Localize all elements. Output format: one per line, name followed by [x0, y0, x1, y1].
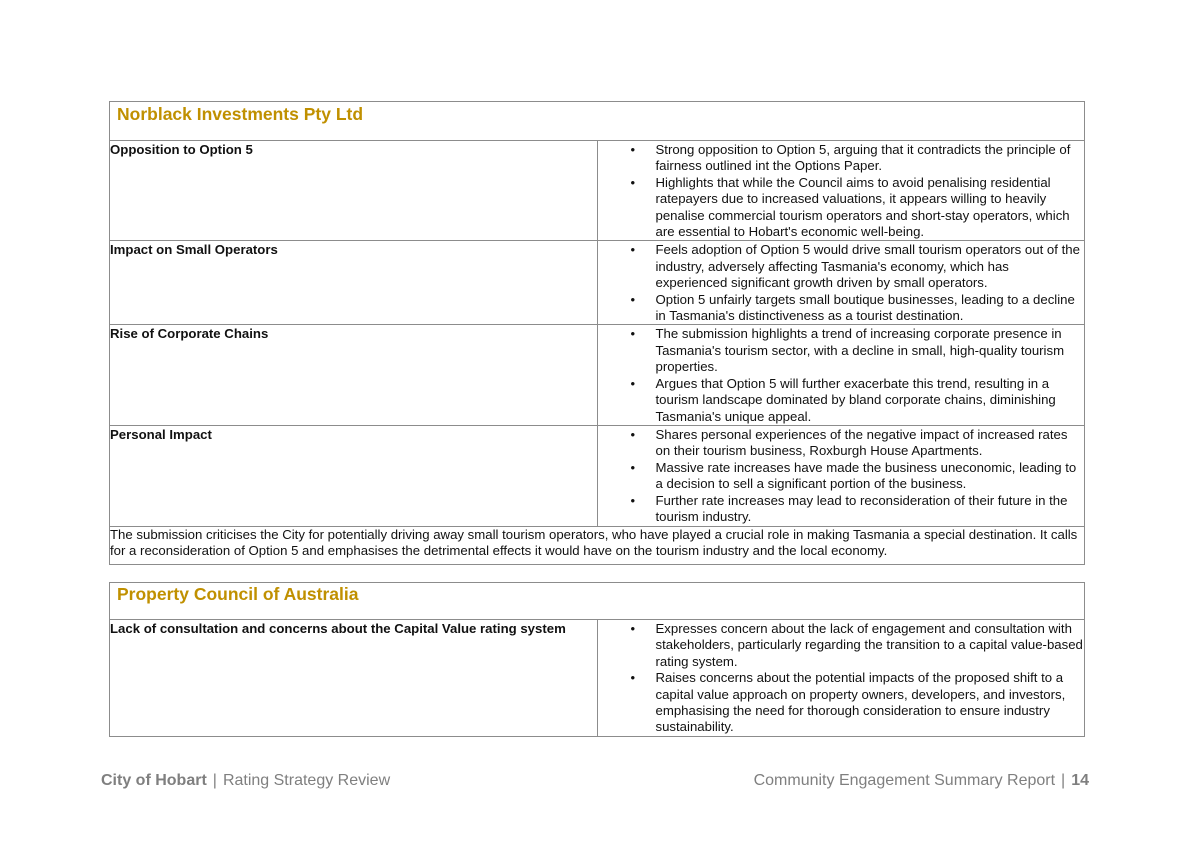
bullet-point: • Shares personal experiences of the negative impact of increased rates on their tourism business, Roxburgh House Apartments.	[656, 427, 1085, 460]
footer-right	[754, 771, 1089, 791]
topic-points	[597, 620, 1085, 737]
bullet-point: • The submission highlights a trend of increasing corporate presence in Tasmania's tourism sector, with a decline in small, high-quality tourism properties.	[656, 326, 1085, 375]
footer-organisation: City of Hobart	[101, 772, 207, 789]
topic-points	[597, 425, 1085, 526]
topic-points	[597, 141, 1085, 241]
topic-heading: Personal Impact	[110, 425, 598, 526]
footer-separator: |	[212, 772, 217, 789]
footer-left	[101, 771, 390, 791]
topic-points	[597, 241, 1085, 325]
page-number: 14	[1071, 772, 1089, 789]
submission-table-property-council	[109, 582, 1085, 737]
organisation-name: Norblack Investments Pty Ltd	[117, 104, 364, 124]
bullet-point: • Highlights that while the Council aims to avoid penalising residential ratepayers due to increased valuations, it appears willing to heavily penalise commercial tourism operators and short-stay operators, which are essential to Hobart's economic well-being.	[656, 175, 1085, 241]
table-row	[110, 425, 1085, 526]
bullet-point: • Massive rate increases have made the business uneconomic, leading to a decision to sell a significant portion of the business.	[656, 460, 1085, 493]
footer-separator: |	[1061, 772, 1066, 789]
bullet-point: • Option 5 unfairly targets small boutique businesses, leading to a decline in Tasmania's distinctiveness as a tourist destination.	[656, 292, 1085, 325]
topic-heading: Opposition to Option 5	[110, 141, 598, 241]
footer-report-title: Community Engagement Summary Report	[753, 772, 1056, 789]
submission-summary: The submission criticises the City for potentially driving away small tourism operators, who have played a crucial role in making Tasmania a special destination. It calls for a reconsideration of Option 5 and emphasises the detrimental effects it would have on the tourism industry and the local economy.	[110, 526, 1085, 564]
footer-project: Rating Strategy Review	[222, 772, 391, 789]
bullet-point: • Feels adoption of Option 5 would drive small tourism operators out of the industry, adversely affecting Tasmania's economy, which has experienced significant growth driven by small operators.	[656, 242, 1085, 291]
topic-points	[597, 325, 1085, 425]
table-row	[110, 620, 1085, 737]
bullet-point: • Argues that Option 5 will further exacerbate this trend, resulting in a tourism landscape dominated by bland corporate chains, diminishing Tasmania's unique appeal.	[656, 376, 1085, 425]
bullet-point: • Raises concerns about the potential impacts of the proposed shift to a capital value approach on property owners, developers, and investors, emphasising the need for thorough consideration to ensure industry sustainability.	[656, 670, 1085, 736]
table-row	[110, 325, 1085, 425]
submission-header	[110, 583, 1085, 620]
table-row	[110, 526, 1085, 564]
bullet-point: • Expresses concern about the lack of engagement and consultation with stakeholders, particularly regarding the transition to a capital value-based rating system.	[656, 621, 1085, 670]
topic-heading: Rise of Corporate Chains	[110, 325, 598, 425]
topic-heading: Impact on Small Operators	[110, 241, 598, 325]
table-row	[110, 241, 1085, 325]
bullet-point: • Further rate increases may lead to reconsideration of their future in the tourism industry.	[656, 493, 1085, 526]
organisation-name: Property Council of Australia	[117, 584, 359, 604]
submission-table-norblack	[109, 101, 1085, 565]
table-row	[110, 141, 1085, 241]
submission-header	[110, 102, 1085, 141]
bullet-point: • Strong opposition to Option 5, arguing that it contradicts the principle of fairness outlined int the Options Paper.	[656, 142, 1085, 175]
topic-heading: Lack of consultation and concerns about the Capital Value rating system	[110, 620, 598, 737]
